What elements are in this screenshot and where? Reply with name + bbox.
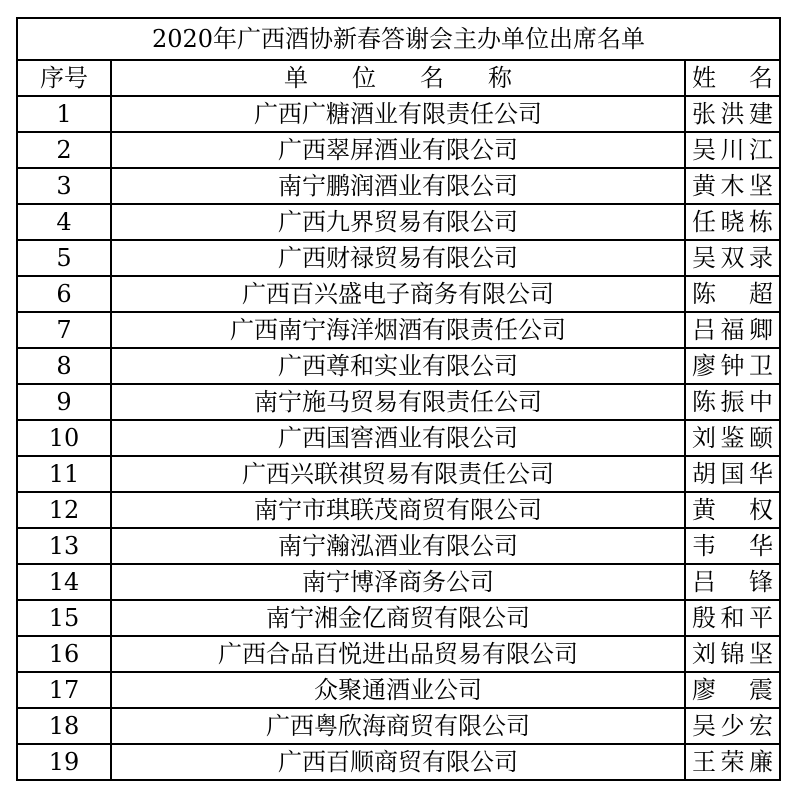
table-row (17, 420, 780, 456)
unit-name-cell: 众聚通酒业公司 (111, 672, 685, 708)
unit-name-cell: 广西翠屏酒业有限公司 (111, 132, 685, 168)
table-row (17, 132, 780, 168)
person-name-cell: 黄权 (685, 492, 780, 528)
table-row (17, 204, 780, 240)
serial-number-cell: 15 (17, 600, 111, 636)
serial-number-cell: 14 (17, 564, 111, 600)
person-name-cell: 韦华 (685, 528, 780, 564)
unit-name-cell: 南宁市琪联茂商贸有限公司 (111, 492, 685, 528)
unit-name-cell: 广西九界贸易有限公司 (111, 204, 685, 240)
header-unit-name: 单位名称 (111, 60, 685, 96)
serial-number-cell: 19 (17, 744, 111, 780)
person-name-cell: 廖震 (685, 672, 780, 708)
table-row (17, 672, 780, 708)
unit-name-cell: 广西粤欣海商贸有限公司 (111, 708, 685, 744)
person-name-cell: 任晓栋 (685, 204, 780, 240)
serial-number-cell: 8 (17, 348, 111, 384)
person-name-cell: 刘锦坚 (685, 636, 780, 672)
table-row (17, 708, 780, 744)
unit-name-cell: 广西广糖酒业有限责任公司 (111, 96, 685, 132)
table-row (17, 528, 780, 564)
person-name-cell: 陈超 (685, 276, 780, 312)
serial-number-cell: 11 (17, 456, 111, 492)
table-row (17, 168, 780, 204)
table-body (17, 96, 780, 780)
person-name-cell: 吴川江 (685, 132, 780, 168)
header-row (17, 60, 780, 96)
serial-number-cell: 12 (17, 492, 111, 528)
table-row (17, 636, 780, 672)
header-serial-number: 序号 (17, 60, 111, 96)
serial-number-cell: 4 (17, 204, 111, 240)
header-person-name: 姓名 (685, 60, 780, 96)
person-name-cell: 胡国华 (685, 456, 780, 492)
table-title: 2020年广西酒协新春答谢会主办单位出席名单 (17, 18, 780, 60)
serial-number-cell: 18 (17, 708, 111, 744)
unit-name-cell: 广西尊和实业有限公司 (111, 348, 685, 384)
unit-name-cell: 广西兴联祺贸易有限责任公司 (111, 456, 685, 492)
person-name-cell: 刘鉴颐 (685, 420, 780, 456)
person-name-cell: 吕锋 (685, 564, 780, 600)
table-row (17, 276, 780, 312)
table-row (17, 456, 780, 492)
table-row (17, 564, 780, 600)
serial-number-cell: 10 (17, 420, 111, 456)
table-row (17, 384, 780, 420)
serial-number-cell: 5 (17, 240, 111, 276)
unit-name-cell: 广西百顺商贸有限公司 (111, 744, 685, 780)
serial-number-cell: 17 (17, 672, 111, 708)
serial-number-cell: 3 (17, 168, 111, 204)
unit-name-cell: 南宁瀚泓酒业有限公司 (111, 528, 685, 564)
serial-number-cell: 1 (17, 96, 111, 132)
table-row (17, 240, 780, 276)
serial-number-cell: 9 (17, 384, 111, 420)
person-name-cell: 张洪建 (685, 96, 780, 132)
unit-name-cell: 南宁施马贸易有限责任公司 (111, 384, 685, 420)
title-row (17, 18, 780, 60)
table-row (17, 96, 780, 132)
serial-number-cell: 16 (17, 636, 111, 672)
person-name-cell: 廖钟卫 (685, 348, 780, 384)
serial-number-cell: 7 (17, 312, 111, 348)
person-name-cell: 吴少宏 (685, 708, 780, 744)
person-name-cell: 王荣廉 (685, 744, 780, 780)
unit-name-cell: 南宁博泽商务公司 (111, 564, 685, 600)
unit-name-cell: 广西百兴盛电子商务有限公司 (111, 276, 685, 312)
table-row (17, 492, 780, 528)
table-row (17, 312, 780, 348)
serial-number-cell: 2 (17, 132, 111, 168)
person-name-cell: 陈振中 (685, 384, 780, 420)
unit-name-cell: 南宁湘金亿商贸有限公司 (111, 600, 685, 636)
serial-number-cell: 6 (17, 276, 111, 312)
unit-name-cell: 广西合品百悦进出品贸易有限公司 (111, 636, 685, 672)
unit-name-cell: 广西南宁海洋烟酒有限责任公司 (111, 312, 685, 348)
person-name-cell: 殷和平 (685, 600, 780, 636)
serial-number-cell: 13 (17, 528, 111, 564)
person-name-cell: 吴双录 (685, 240, 780, 276)
unit-name-cell: 广西国窖酒业有限公司 (111, 420, 685, 456)
unit-name-cell: 广西财禄贸易有限公司 (111, 240, 685, 276)
table-row (17, 744, 780, 780)
unit-name-cell: 南宁鹏润酒业有限公司 (111, 168, 685, 204)
person-name-cell: 吕福卿 (685, 312, 780, 348)
person-name-cell: 黄木坚 (685, 168, 780, 204)
attendee-table (16, 17, 781, 781)
table-row (17, 600, 780, 636)
table-row (17, 348, 780, 384)
